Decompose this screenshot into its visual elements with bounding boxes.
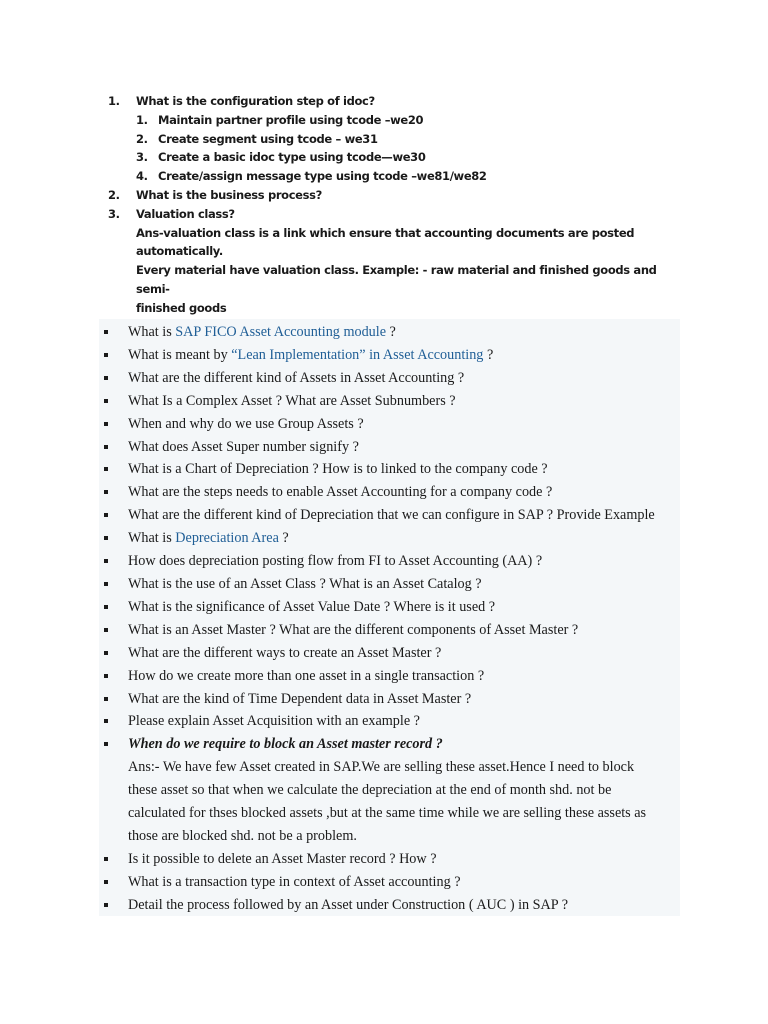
- idoc-question-list: [108, 92, 688, 318]
- item-text: ?: [278, 530, 289, 547]
- bullet: [104, 467, 108, 471]
- list-item: [99, 504, 680, 527]
- list-item: [99, 458, 680, 481]
- answer-line: Every material have valuation class. Example: - raw material and finished goods and semi-: [136, 263, 657, 296]
- list-item: [99, 710, 680, 733]
- bullet: [104, 399, 108, 403]
- list-number: 3.: [136, 150, 148, 165]
- bullet: [104, 490, 108, 494]
- step-item: [108, 148, 688, 167]
- item-text: What is a Chart of Depreciation ? How is to linked to the company code ?: [128, 461, 548, 478]
- depreciation-area-link[interactable]: Depreciation Area: [175, 530, 279, 547]
- question-text: What is the business process?: [136, 187, 322, 202]
- item-text: When do we require to block an Asset master record ?: [128, 736, 443, 753]
- item-text: What are the different kind of Depreciation that we can configure in SAP ? Provide Example: [128, 507, 655, 524]
- list-item: [99, 413, 680, 436]
- answer-line: finished goods: [136, 300, 227, 315]
- bullet: [104, 651, 108, 655]
- bullet: [104, 330, 108, 334]
- list-item: [99, 573, 680, 596]
- question-3: [108, 205, 688, 224]
- step-text: Create/assign message type using tcode –we81/we82: [158, 169, 487, 184]
- bullet: [104, 445, 108, 449]
- list-number: 2.: [108, 187, 120, 202]
- item-text: ?: [483, 346, 494, 363]
- item-text: What is meant by: [128, 346, 232, 363]
- item-text: Detail the process followed by an Asset under Construction ( AUC ) in SAP ?: [128, 896, 569, 913]
- list-item: [99, 436, 680, 459]
- item-text: ?: [386, 324, 396, 340]
- step-item: [108, 167, 688, 186]
- item-text: How does depreciation posting flow from FI to Asset Accounting (AA) ?: [128, 553, 543, 570]
- list-number: 3.: [108, 206, 120, 221]
- item-text: Please explain Asset Acquisition with an example ?: [128, 713, 420, 730]
- answer-line: calculated for thses blocked assets ,but at the same time while we are selling these assets as: [128, 805, 647, 822]
- list-item: [99, 321, 680, 344]
- item-text: What is the use of an Asset Class ? What is an Asset Catalog ?: [128, 575, 482, 592]
- list-number: 4.: [136, 169, 148, 184]
- list-number: 1.: [108, 94, 120, 108]
- list-item: [99, 688, 680, 711]
- item-text: What are the kind of Time Dependent data in Asset Master ?: [128, 690, 472, 707]
- asset-accounting-question-list: [99, 321, 680, 917]
- item-text: What is: [128, 324, 176, 340]
- question-text: Valuation class?: [136, 206, 235, 221]
- question-1: [108, 92, 688, 111]
- bullet: [104, 513, 108, 517]
- item-text: What is an Asset Master ? What are the different components of Asset Master ?: [128, 621, 579, 638]
- step-text: Create segment using tcode – we31: [158, 131, 378, 146]
- answer-line: Ans:- We have few Asset created in SAP.We are selling these asset.Hence I need to block: [128, 759, 635, 776]
- list-item: [99, 733, 680, 756]
- item-text: How do we create more than one asset in a single transaction ?: [128, 667, 485, 684]
- item-text: Is it possible to delete an Asset Master record ? How ?: [128, 850, 437, 867]
- question-2: [108, 186, 688, 205]
- bullet: [104, 719, 108, 723]
- bullet: [104, 582, 108, 586]
- item-text: What is a transaction type in context of Asset accounting ?: [128, 873, 461, 890]
- list-item: [99, 481, 680, 504]
- bullet: [104, 674, 108, 678]
- bullet: [104, 605, 108, 609]
- list-item: [99, 390, 680, 413]
- step-text: Maintain partner profile using tcode –we20: [158, 112, 424, 127]
- list-item: [99, 642, 680, 665]
- answer-line: those are blocked shd. not be a problem.: [128, 827, 357, 844]
- list-item: [99, 527, 680, 550]
- list-item: [99, 550, 680, 573]
- item-text: What is: [128, 530, 176, 547]
- answer-line: these asset so that when we calculate the depreciation at the end of month shd. not be: [128, 782, 612, 799]
- item-text: What are the different kind of Assets in Asset Accounting ?: [128, 369, 465, 386]
- item-text: What are the different ways to create an Asset Master ?: [128, 644, 442, 661]
- step-item: [108, 111, 688, 130]
- bullet: [104, 353, 108, 357]
- list-item: [99, 596, 680, 619]
- bullet: [104, 880, 108, 884]
- bullet: [104, 903, 108, 907]
- answer-line: Ans-valuation class is a link which ensure that accounting documents are posted automatically.: [136, 225, 635, 259]
- item-text: What does Asset Super number signify ?: [128, 438, 359, 455]
- bullet: [104, 422, 108, 426]
- list-item: [99, 619, 680, 642]
- bullet: [104, 857, 108, 861]
- list-item: [99, 848, 680, 871]
- list-item: [99, 665, 680, 688]
- item-text: What is the significance of Asset Value Date ? Where is it used ?: [128, 598, 496, 615]
- list-number: 2.: [136, 131, 148, 146]
- step-text: Create a basic idoc type using tcode—we30: [158, 150, 426, 165]
- list-item: [99, 367, 680, 390]
- bullet: [104, 628, 108, 632]
- lean-implementation-link[interactable]: “Lean Implementation” in Asset Accounting: [231, 346, 484, 363]
- item-text: What Is a Complex Asset ? What are Asset Subnumbers ?: [128, 392, 456, 409]
- bullet: [104, 536, 108, 540]
- bullet: [104, 742, 108, 746]
- bullet: [104, 559, 108, 563]
- bullet: [104, 697, 108, 701]
- asset-accounting-module-link[interactable]: SAP FICO Asset Accounting module: [175, 324, 386, 340]
- list-item: [99, 894, 680, 917]
- step-item: [108, 130, 688, 149]
- list-item: [99, 871, 680, 894]
- list-item: [99, 344, 680, 367]
- item-text: What are the steps needs to enable Asset Accounting for a company code ?: [128, 484, 553, 501]
- question-text: What is the configuration step of idoc?: [136, 94, 375, 108]
- bullet: [104, 376, 108, 380]
- list-number: 1.: [136, 112, 148, 127]
- item-text: When and why do we use Group Assets ?: [128, 415, 364, 432]
